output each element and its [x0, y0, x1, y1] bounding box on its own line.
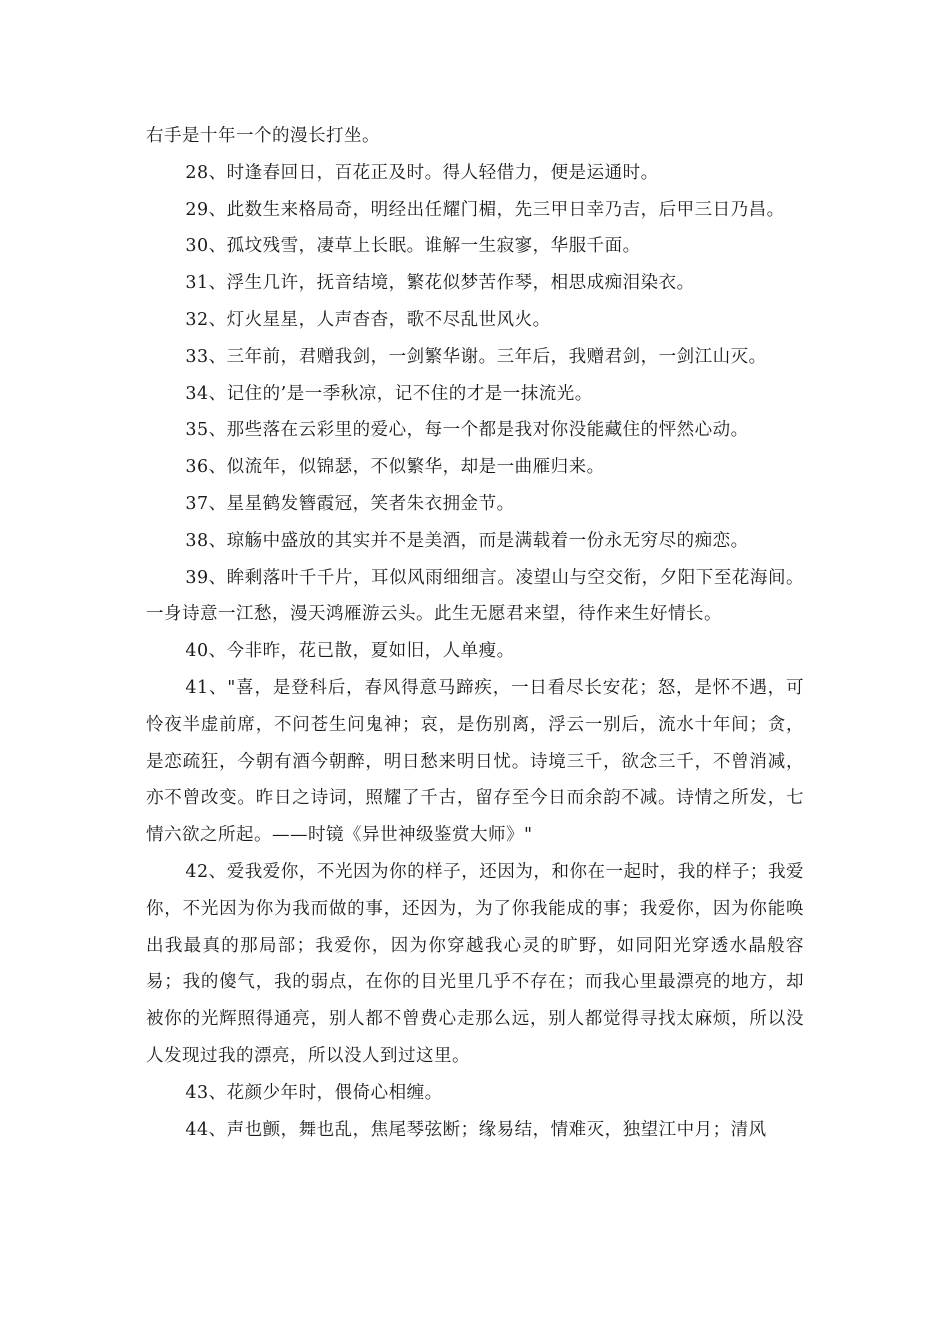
paragraph-38: 38、琼觞中盛放的其实并不是美酒，而是满载着一份永无穷尽的痴恋。 — [185, 530, 749, 551]
paragraph-28: 28、时逢春回日，百花正及时。得人轻借力，便是运通时。 — [185, 162, 659, 183]
paragraph-35: 35、那些落在云彩里的爱心，每一个都是我对你没能藏住的怦然心动。 — [185, 420, 749, 441]
paragraph-34: 34、记住的’是一季秋凉，记不住的才是一抹流光。 — [185, 383, 593, 404]
paragraph-44: 44、声也颤，舞也乱，焦尾琴弦断；缘易结，情难灭，独望江中月；清风 — [185, 1119, 767, 1140]
paragraph-31: 31、浮生几许，抚音结境，繁花似梦苦作琴，相思成痴泪染衣。 — [185, 273, 695, 294]
paragraph-41: 41、"喜，是登科后，春风得意马蹄疾，一日看尽长安花；怒，是怀不遇，可怜夜半虚前席，不问苍生问鬼神；哀，是伤别离，浮云一别后，流水十年间；贪，是恋疏狂，今朝有酒今朝醉，明日愁来明日忧。诗境三千，欲念三千，不曾消减，亦不曾改变。昨日之诗词，照耀了千古，留存至今日而余韵不减。诗情之所发，七情六欲之所起。——时镜《异世神级鉴赏大师》" — [146, 677, 804, 846]
paragraph-40: 40、今非昨，花已散，夏如旧，人单瘦。 — [185, 641, 515, 662]
paragraph-37: 37、星星鹤发簪霞冠，笑者朱衣拥金节。 — [185, 493, 515, 514]
document-body — [146, 118, 804, 1148]
paragraph-39: 39、眸剩落叶千千片，耳似风雨细细言。凌望山与空交衔，夕阳下至花海间。一身诗意一江愁，漫天鸿雁游云头。此生无愿君来望，待作来生好情长。 — [146, 567, 804, 625]
paragraph-0: 右手是十年一个的漫长打坐。 — [146, 126, 380, 146]
paragraph-29: 29、此数生来格局奇，明经出任耀门楣，先三甲日幸乃吉，后甲三日乃昌。 — [185, 199, 785, 220]
paragraph-43: 43、花颜少年时，偎倚心相缠。 — [185, 1082, 443, 1103]
paragraph-42: 42、爱我爱你，不光因为你的样子，还因为，和你在一起时，我的样子；我爱你，不光因为你为我而做的事，还因为，为了你我能成的事；我爱你，因为你能唤出我最真的那局部；我爱你，因为你穿越我心灵的旷野，如同阳光穿透水晶般容易；我的傻气，我的弱点，在你的目光里几乎不存在；而我心里最漂亮的地方，却被你的光辉照得通亮，别人都不曾费心走那么远，别人都觉得寻找太麻烦，所以没人发现过我的漂亮，所以没人到过这里。 — [146, 861, 804, 1066]
paragraph-32: 32、灯火星星，人声杳杳，歌不尽乱世风火。 — [185, 309, 551, 330]
paragraph-30: 30、孤坟残雪，凄草上长眠。谁解一生寂寥，华服千面。 — [185, 236, 641, 257]
paragraph-33: 33、三年前，君赠我剑，一剑繁华谢。三年后，我赠君剑，一剑江山灭。 — [185, 346, 767, 367]
paragraph-36: 36、似流年，似锦瑟，不似繁华，却是一曲雁归来。 — [185, 457, 605, 478]
